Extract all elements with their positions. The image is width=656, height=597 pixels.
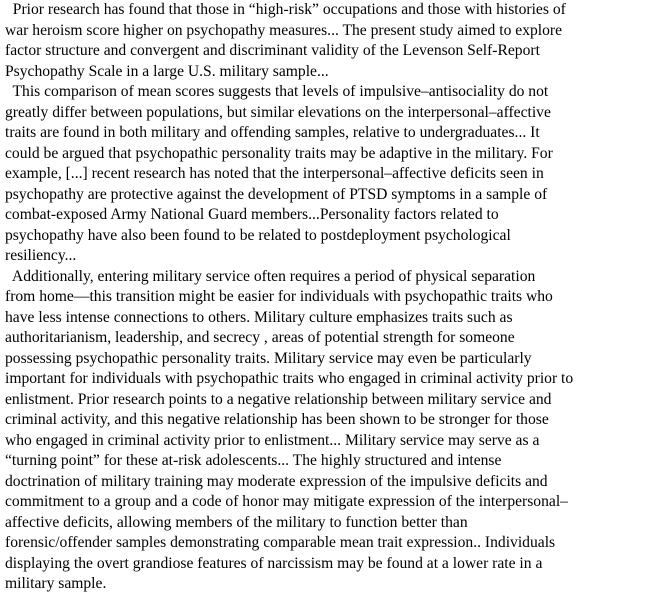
text-line: affective deficits, allowing members of the military to function better than <box>5 513 468 531</box>
text-line: authoritarianism, leadership, and secrecy , areas of potential strength for someone <box>5 329 515 346</box>
paragraph-3 <box>5 267 655 595</box>
text-line: This comparison of mean scores suggests that levels of impulsive–antisociality do not <box>5 83 549 100</box>
text-line: Psychopathy Scale in a large U.S. military sample... <box>5 62 329 80</box>
text-line: could be argued that psychopathic personality traits may be adaptive in the military. For <box>5 144 553 162</box>
text-line: have less intense connections to others. Military culture emphasizes traits such as <box>5 308 513 326</box>
text-line: military sample. <box>5 575 107 592</box>
document-body <box>5 0 655 595</box>
text-line: who engaged in criminal activity prior to enlistment... Military service may serve as a <box>5 431 540 449</box>
text-line: enlistment. Prior research points to a negative relationship between military service and <box>5 390 552 408</box>
text-line: factor structure and convergent and discriminant validity of the Levenson Self-Report <box>5 42 540 59</box>
text-line: displaying the overt grandiose features of narcissism may be found at a lower rate in a <box>5 554 543 572</box>
text-line: Prior research has found that those in “high-risk” occupations and those with histories of <box>5 1 566 18</box>
text-line: criminal activity, and this negative relationship has been shown to be stronger for those <box>5 411 549 428</box>
text-line: Additionally, entering military service often requires a period of physical separation <box>5 267 536 285</box>
text-line: possessing psychopathic personality traits. Military service may even be particularly <box>5 349 532 367</box>
text-line: combat-exposed Army National Guard members...Personality factors related to <box>5 206 499 223</box>
text-line: example, [...] recent research has noted that the interpersonal–affective deficits seen in <box>5 165 544 182</box>
text-line: traits are found in both military and offending samples, relative to undergraduates... It <box>5 124 540 141</box>
text-line: important for individuals with psychopathic traits who engaged in criminal activity prior to <box>5 370 574 387</box>
paragraph-2 <box>5 82 655 267</box>
text-line: psychopathy are protective against the development of PTSD symptoms in a sample of <box>5 185 548 203</box>
text-line: “turning point” for these at-risk adolescents... The highly structured and intense <box>5 452 502 469</box>
text-line: forensic/offender samples demonstrating comparable mean trait expression.. Individuals <box>5 534 556 551</box>
text-line: war heroism score higher on psychopathy measures... The present study aimed to explore <box>5 21 563 39</box>
paragraph-1 <box>5 0 655 82</box>
text-line: doctrination of military training may moderate expression of the impulsive deficits and <box>5 472 548 490</box>
text-line: commitment to a group and a code of honor may mitigate expression of the interpersonal– <box>5 493 568 510</box>
text-line: greatly differ between populations, but similar elevations on the interpersonal–affective <box>5 103 551 121</box>
text-line: psychopathy have also been found to be related to postdeployment psychological <box>5 226 511 244</box>
text-line: from home—this transition might be easier for individuals with psychopathic traits who <box>5 288 553 305</box>
text-line: resiliency... <box>5 247 77 264</box>
